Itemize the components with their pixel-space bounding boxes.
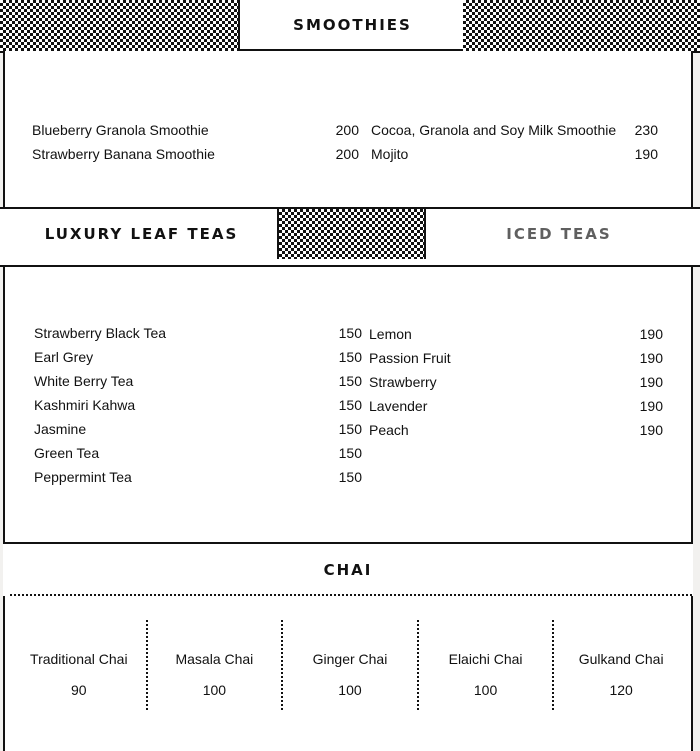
item-name: Blueberry Granola Smoothie	[32, 122, 209, 138]
chai-item-price: 100	[473, 682, 498, 698]
chai-item	[281, 620, 417, 710]
item-price: 230	[634, 122, 658, 138]
item-name: Strawberry	[369, 374, 437, 390]
item-name: Passion Fruit	[369, 350, 451, 366]
item-price: 150	[338, 445, 362, 461]
chai-item	[146, 620, 282, 710]
smoothies-title: SMOOTHIES	[293, 15, 412, 34]
item-name: White Berry Tea	[34, 373, 134, 389]
smoothies-header-pattern-right	[463, 0, 700, 53]
chai-item-name: Gulkand Chai	[578, 651, 664, 667]
item-price: 150	[338, 469, 362, 485]
chai-dotted-divider	[10, 594, 692, 596]
chai-title: CHAI	[323, 561, 373, 579]
item-price: 150	[338, 325, 362, 341]
item-price: 190	[639, 374, 663, 390]
item-price: 190	[639, 398, 663, 414]
iced-teas-title: ICED TEAS	[506, 225, 612, 243]
item-price: 190	[634, 146, 658, 162]
chai-item-name: Ginger Chai	[312, 651, 388, 667]
item-name: Kashmiri Kahwa	[34, 397, 136, 413]
item-name: Strawberry Black Tea	[34, 325, 167, 341]
luxury-leaf-teas-title: LUXURY LEAF TEAS	[44, 225, 239, 243]
chai-item-name: Traditional Chai	[30, 651, 128, 667]
chai-item-price: 120	[609, 682, 633, 698]
item-price: 190	[639, 326, 663, 342]
iced-teas-title-box	[424, 209, 694, 259]
chai-item	[12, 620, 146, 710]
chai-item-name: Elaichi Chai	[448, 651, 523, 667]
item-name: Strawberry Banana Smoothie	[32, 146, 215, 162]
item-name: Earl Grey	[34, 349, 94, 365]
item-price: 150	[338, 397, 362, 413]
item-name: Cocoa, Granola and Soy Milk Smoothie	[371, 122, 617, 138]
chai-item-name: Masala Chai	[175, 651, 254, 667]
item-name: Jasmine	[34, 421, 87, 437]
item-price: 200	[335, 146, 359, 162]
smoothies-header-pattern-left	[0, 0, 238, 53]
item-price: 200	[335, 122, 359, 138]
item-price: 150	[338, 349, 362, 365]
chai-item-price: 100	[338, 682, 362, 698]
chai-header	[3, 542, 693, 596]
chai-items	[12, 620, 688, 710]
item-price: 190	[639, 350, 663, 366]
item-price: 190	[639, 422, 663, 438]
item-name: Mojito	[371, 146, 409, 162]
item-name: Green Tea	[34, 445, 100, 461]
item-price: 150	[338, 421, 362, 437]
chai-item	[417, 620, 553, 710]
luxury-leaf-teas-title-box	[6, 209, 277, 259]
chai-item-price: 90	[71, 682, 87, 698]
teas-header-pattern	[277, 209, 426, 259]
item-name: Peppermint Tea	[34, 469, 132, 485]
item-name: Lemon	[369, 326, 412, 342]
smoothies-title-box	[238, 0, 467, 51]
item-name: Lavender	[369, 398, 428, 414]
item-price: 150	[338, 373, 362, 389]
chai-item-price: 100	[202, 682, 227, 698]
chai-item	[552, 620, 688, 710]
item-name: Peach	[369, 422, 409, 438]
